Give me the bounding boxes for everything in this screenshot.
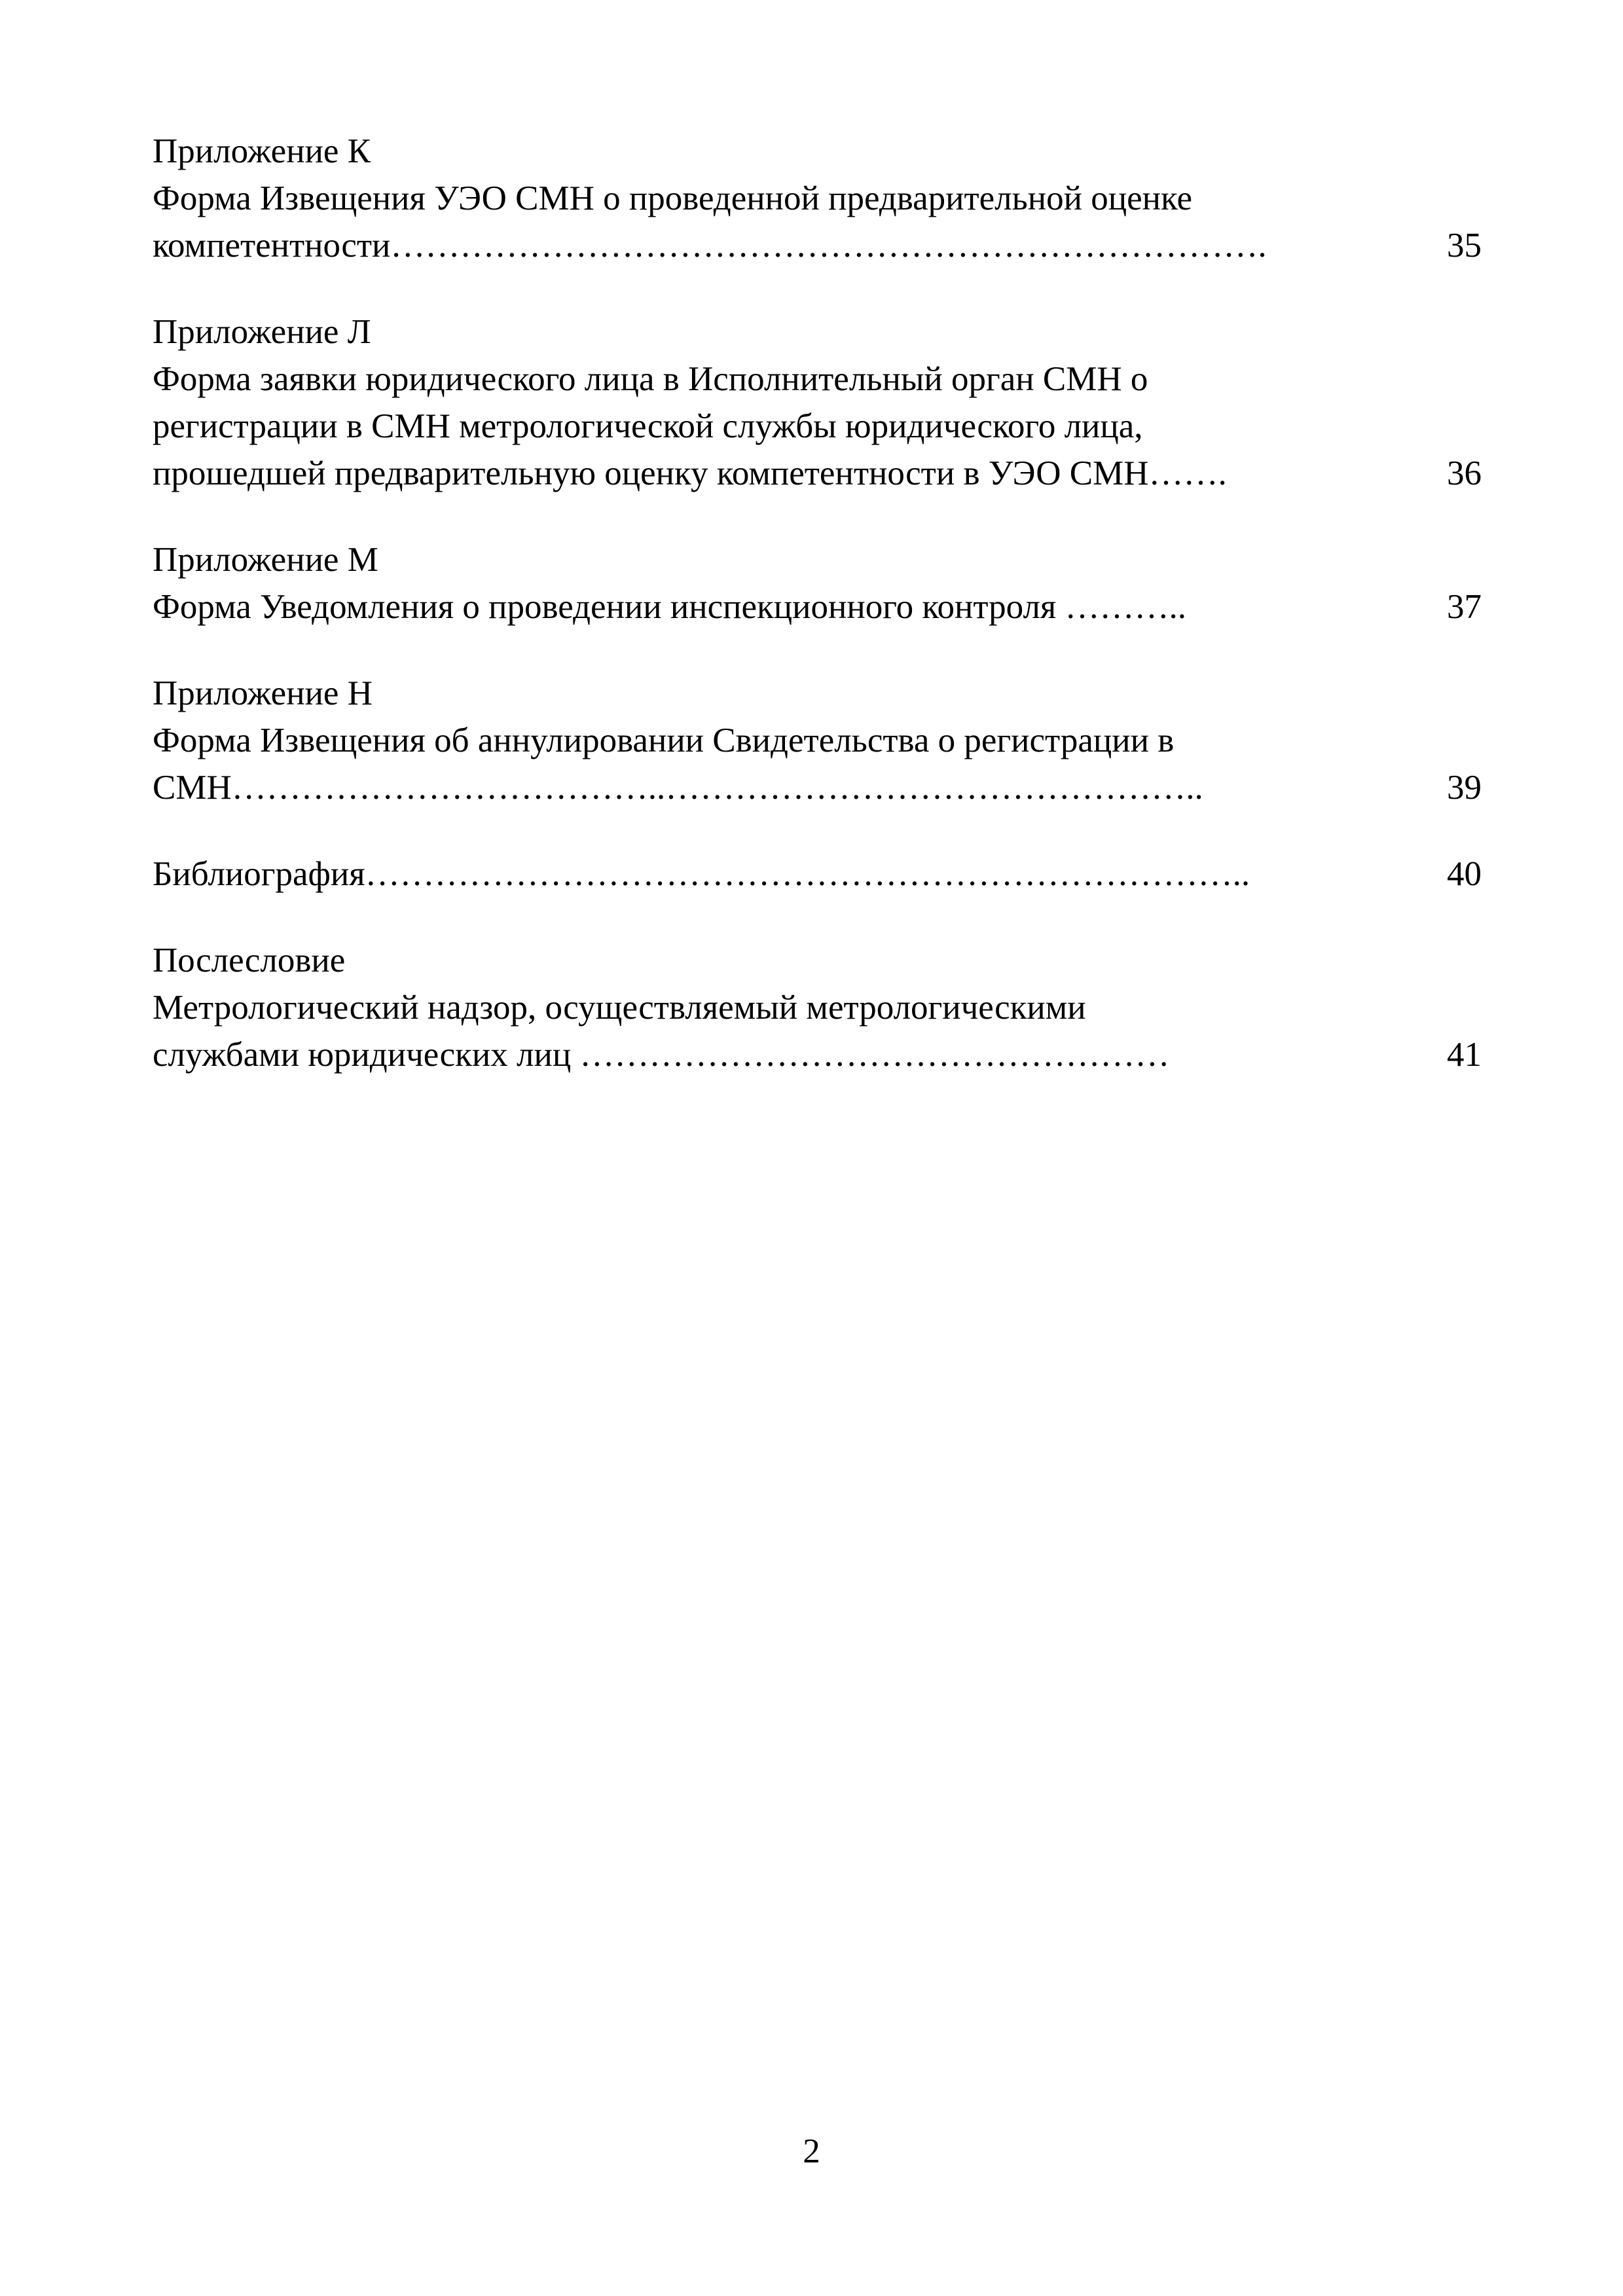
toc-entry-title: Форма Извещения УЭО СМН о проведенной предварительной оценке (153, 179, 1192, 217)
toc-entry-appendix-l (153, 308, 1482, 497)
toc-entry-page-number: 41 (1447, 1036, 1482, 1074)
toc-entry-title: Библиография………………………………………………………………….. (153, 855, 1250, 893)
toc-entry-page-number: 39 (1447, 769, 1482, 807)
toc-entry-page-number: 35 (1447, 227, 1482, 264)
toc-entry-title: СМН………………………………..……………………………………….. (153, 769, 1203, 807)
toc-entry-title: прошедшей предварительную оценку компетентности в УЭО СМН……. (153, 454, 1227, 492)
toc-entry-heading: Приложение Н (153, 674, 373, 712)
toc-entry-afterword (153, 937, 1482, 1078)
toc-entry-heading: Приложение М (153, 541, 378, 579)
toc-entry-title: Форма заявки юридического лица в Исполнительный орган СМН о (153, 360, 1148, 398)
toc-entry-page-number: 37 (1447, 588, 1482, 626)
toc-entry-appendix-m (153, 536, 1482, 630)
toc-entry-bibliography (153, 850, 1482, 898)
toc-entry-heading: Приложение К (153, 132, 371, 170)
toc-entry-appendix-k (153, 128, 1482, 269)
page-number: 2 (803, 2132, 820, 2170)
table-of-contents (153, 128, 1482, 1078)
toc-entry-heading: Послесловие (153, 941, 346, 979)
toc-entry-title: Форма Извещения об аннулировании Свидетельства о регистрации в (153, 721, 1175, 759)
toc-entry-title: Форма Уведомления о проведении инспекционного контроля ……….. (153, 588, 1187, 626)
toc-entry-title: компетентности…………………………………………………………………. (153, 227, 1267, 264)
toc-entry-heading: Приложение Л (153, 313, 371, 351)
toc-entry-title: регистрации в СМН метрологической службы юридического лица, (153, 407, 1143, 445)
toc-entry-page-number: 40 (1447, 855, 1482, 893)
toc-entry-title: службами юридических лиц …………………………………………… (153, 1036, 1170, 1074)
toc-entry-appendix-n (153, 670, 1482, 811)
toc-entry-page-number: 36 (1447, 454, 1482, 492)
toc-entry-title: Метрологический надзор, осуществляемый метрологическими (153, 989, 1086, 1027)
